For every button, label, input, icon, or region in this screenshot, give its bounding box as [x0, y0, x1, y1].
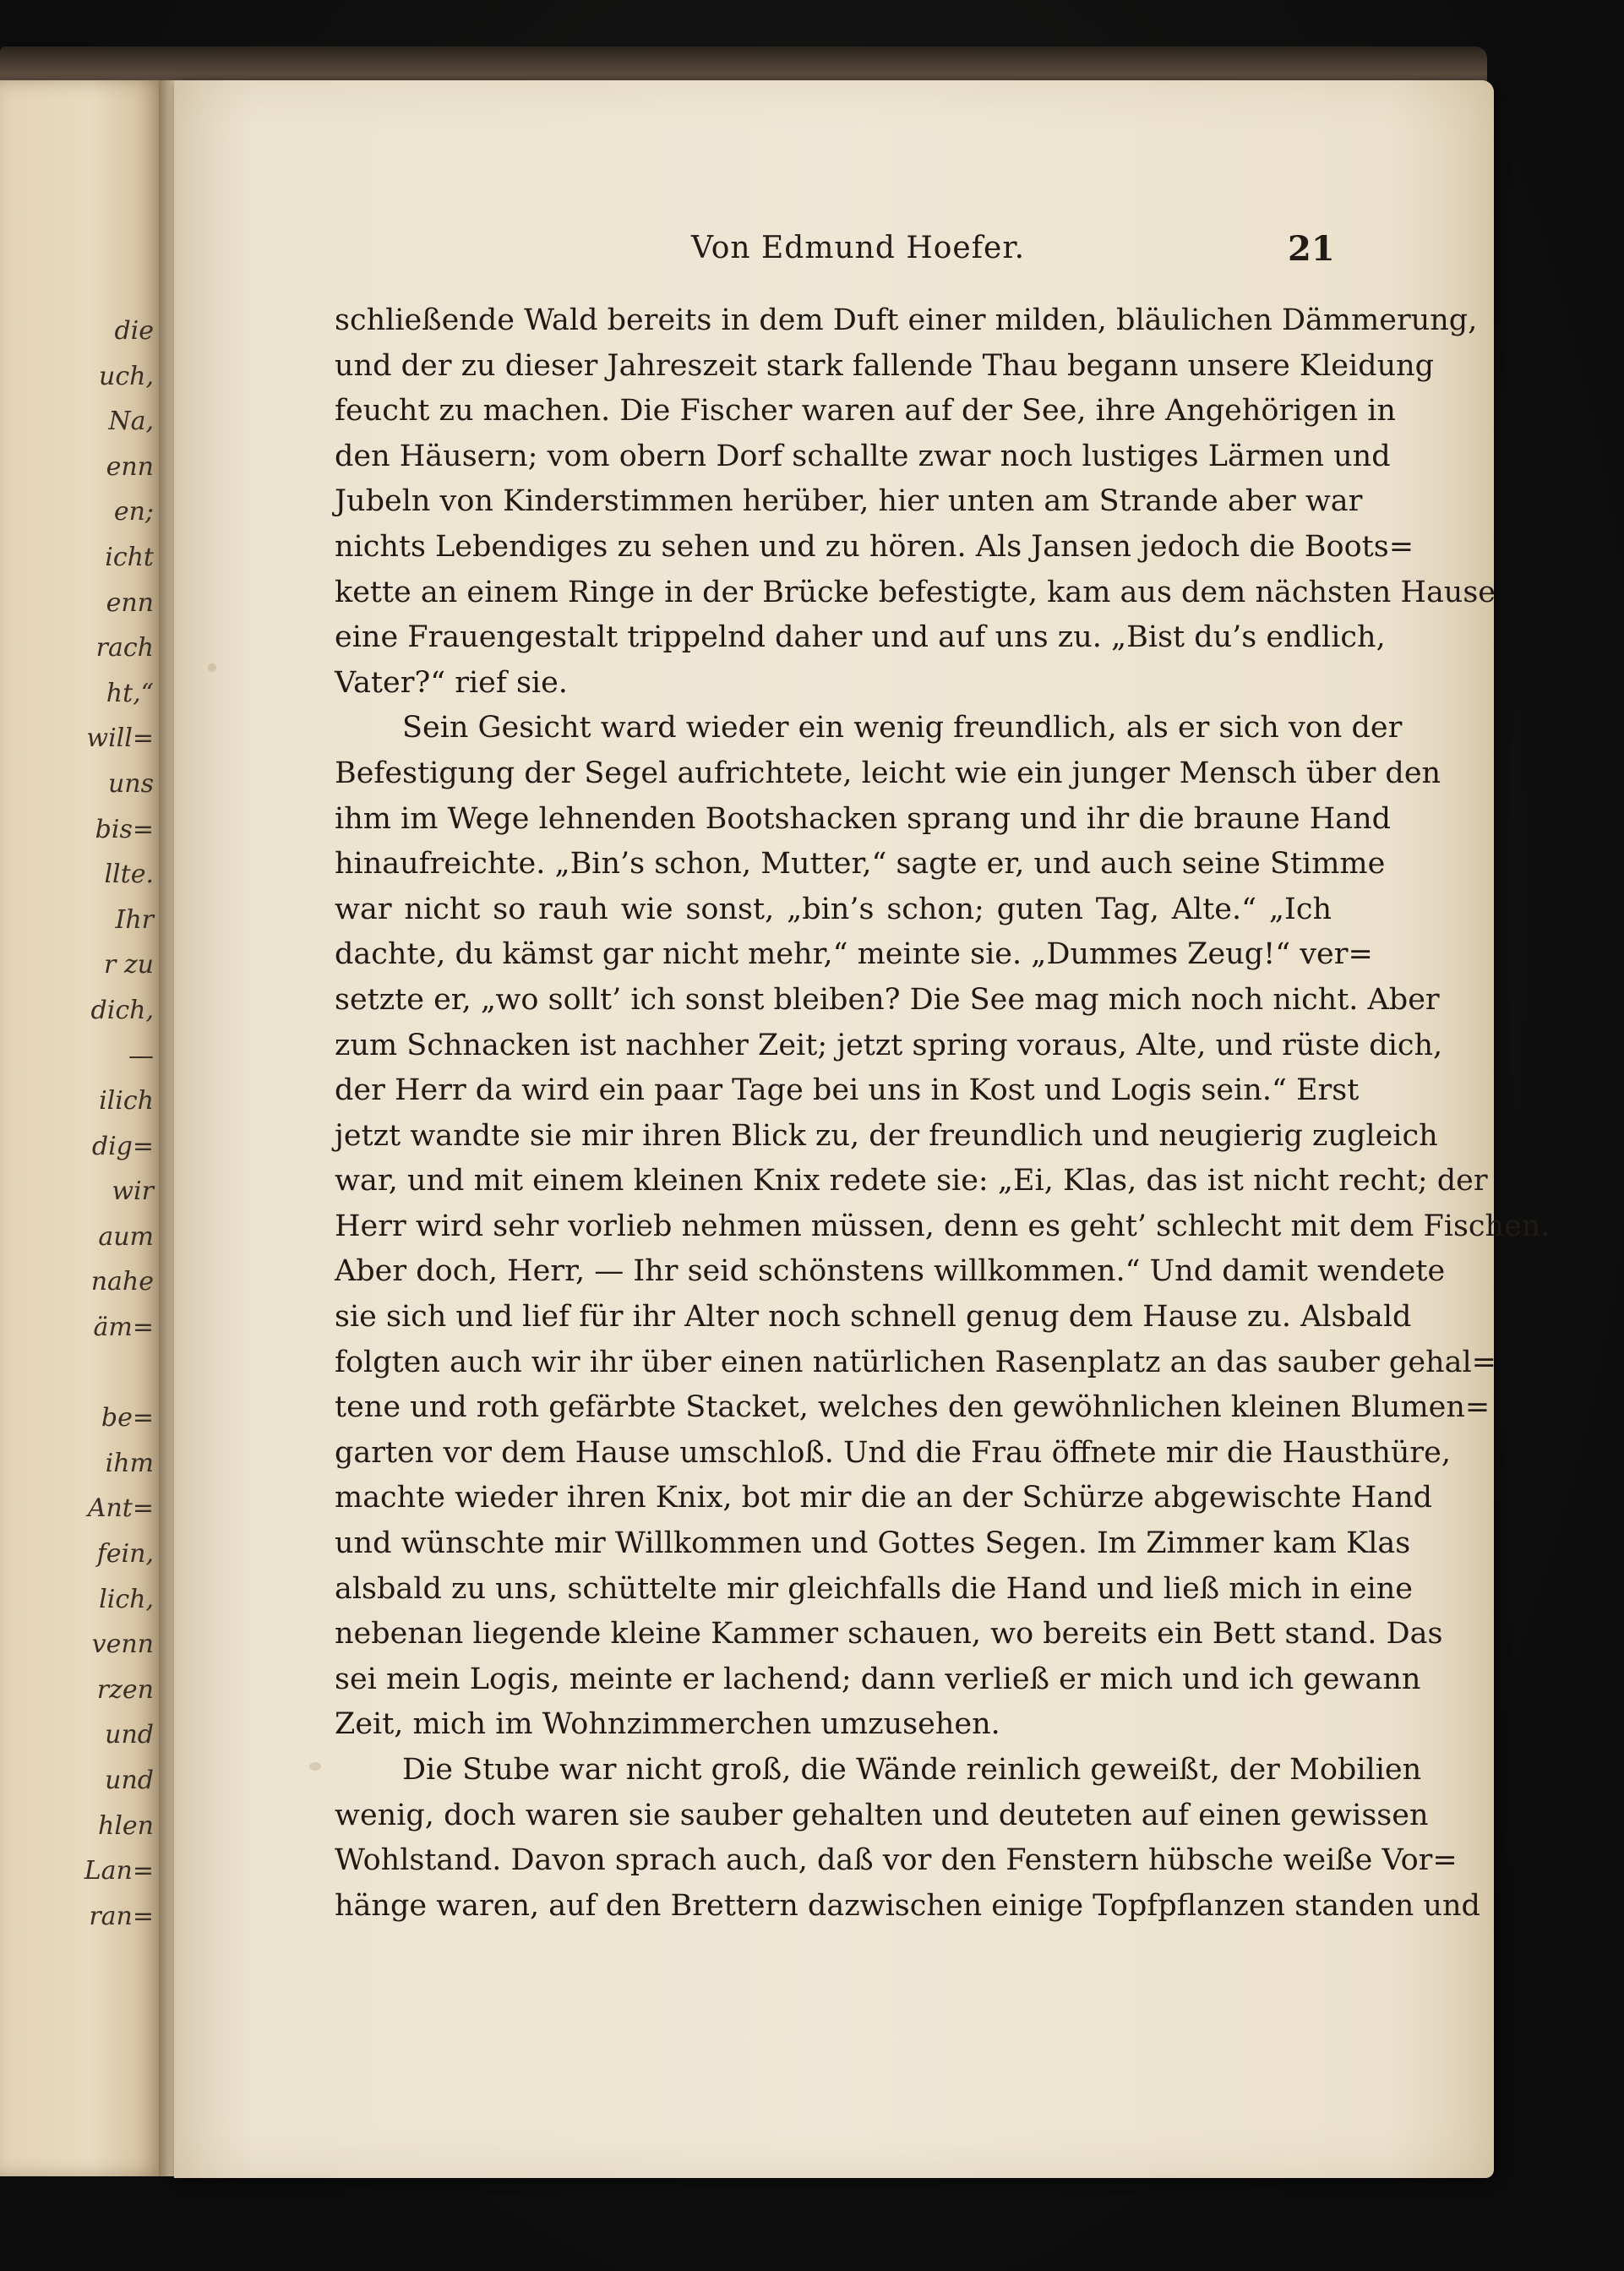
text-line: kette an einem Ringe in der Brücke befestigte, kam aus dem nächsten Hause — [335, 575, 1496, 609]
left-page-fragment: fein, — [96, 1539, 154, 1570]
left-page-fragment: die — [114, 316, 154, 346]
text-line: ihm im Wege lehnenden Bootshacken sprang und ihr die braune Hand — [335, 801, 1392, 836]
text-line: Wohlstand. Davon sprach auch, daß vor den Fenstern hübsche weiße Vor= — [335, 1843, 1458, 1878]
left-page-fragment: wir — [112, 1176, 154, 1207]
left-page-fragment: nahe — [90, 1267, 154, 1297]
text-line: Vater?“ rief sie. — [335, 665, 568, 700]
left-page-fragment: dig= — [91, 1131, 154, 1161]
text-line: Sein Gesicht ward wieder ein wenig freundlich, als er sich von der — [402, 711, 1403, 745]
left-page-fragment: enn — [106, 587, 154, 618]
left-page-fragment: aum — [98, 1221, 154, 1252]
text-line: eine Frauengestalt trippelnd daher und auf uns zu. „Bist du’s endlich, — [335, 620, 1386, 655]
left-page-fragment: ran= — [89, 1901, 154, 1931]
paragraph — [335, 706, 1550, 1748]
foxing-spot — [309, 1762, 321, 1771]
left-page-fragment: uns — [107, 768, 154, 799]
left-page-fragment: Lan= — [84, 1856, 154, 1886]
left-page-fragment: uch, — [99, 361, 154, 391]
left-page-fragment: enn — [106, 451, 154, 482]
left-page-fragment: r zu — [103, 950, 154, 980]
text-line: war, und mit einem kleinen Knix redete sie: „Ei, Klas, das ist nicht recht; der — [335, 1164, 1488, 1198]
left-page-fragment: dich, — [90, 995, 154, 1025]
foxing-spot — [208, 663, 216, 672]
left-page-fragment: hlen — [98, 1810, 154, 1841]
left-page-fragment: ilich — [99, 1086, 154, 1116]
text-line: Herr wird sehr vorlieb nehmen müssen, denn es geht’ schlecht mit dem Fischen. — [335, 1209, 1550, 1243]
paragraph — [335, 1748, 1480, 1929]
text-line: garten vor dem Hause umschloß. Und die Frau öffnete mir die Hausthüre, — [335, 1435, 1451, 1470]
left-page-fragment: äm= — [93, 1313, 154, 1343]
left-page-fragment: icht — [105, 542, 154, 572]
body-text — [335, 298, 1550, 1929]
left-page-fragment: Ihr — [115, 904, 154, 935]
text-line: alsbald zu uns, schüttelte mir gleichfalls die Hand und ließ mich in eine — [335, 1571, 1413, 1606]
text-line: und wünschte mir Willkommen und Gottes Segen. Im Zimmer kam Klas — [335, 1526, 1411, 1561]
text-line: war nicht so rauh wie sonst, „bin’s schon; guten Tag, Alte.“ „Ich — [335, 892, 1332, 926]
text-line: hinaufreichte. „Bin’s schon, Mutter,“ sagte er, und auch seine Stimme — [335, 847, 1386, 882]
text-line: nebenan liegende kleine Kammer schauen, wo bereits ein Bett stand. Das — [335, 1617, 1443, 1651]
left-page-fragment: — — [128, 1040, 154, 1071]
text-line: feucht zu machen. Die Fischer waren auf der See, ihre Angehörigen in — [335, 394, 1396, 429]
text-line: setzte er, „wo sollt’ ich sonst bleiben? Die See mag mich noch nicht. Aber — [335, 982, 1440, 1017]
left-page-fragment: und — [105, 1720, 154, 1750]
left-page-fragment: Ant= — [87, 1493, 154, 1524]
left-page-fragment: Na, — [108, 407, 154, 437]
running-title: Von Edmund Hoefer. — [691, 231, 1026, 265]
text-line: sie sich und lief für ihr Alter noch schnell genug dem Hause zu. Alsbald — [335, 1300, 1412, 1335]
text-line: jetzt wandte sie mir ihren Blick zu, der freundlich und neugierig zugleich — [335, 1118, 1438, 1153]
text-line: schließende Wald bereits in dem Duft einer milden, bläulichen Dämmerung, — [335, 303, 1478, 337]
left-page-fragment: venn — [91, 1630, 154, 1660]
text-line: dachte, du kämst gar nicht mehr,“ meinte sie. „Dummes Zeug!“ ver= — [335, 937, 1373, 972]
running-head — [174, 231, 1494, 281]
left-page-text-fragments — [84, 308, 154, 1939]
text-line: folgten auch wir ihr über einen natürlichen Rasenplatz an das sauber gehal= — [335, 1345, 1496, 1379]
left-page-fragment: llte. — [104, 860, 154, 890]
left-page-fragment — [84, 1351, 154, 1396]
left-page-fragment: will= — [86, 723, 154, 754]
text-line: Jubeln von Kinderstimmen herüber, hier unten am Strande aber war — [335, 484, 1363, 519]
left-page-fragment: rach — [95, 633, 154, 663]
left-page-fragment: ht,“ — [106, 678, 154, 708]
paragraph — [335, 298, 1496, 706]
text-line: der Herr da wird ein paar Tage bei uns in Kost und Logis sein.“ Erst — [335, 1073, 1360, 1108]
text-line: Zeit, mich im Wohnzimmerchen umzusehen. — [335, 1707, 1000, 1742]
text-line: nichts Lebendiges zu sehen und zu hören. Als Jansen jedoch die Boots= — [335, 529, 1414, 564]
text-line: wenig, doch waren sie sauber gehalten und deuteten auf einen gewissen — [335, 1798, 1429, 1832]
left-page — [0, 80, 166, 2176]
text-line: zum Schnacken ist nachher Zeit; jetzt spring voraus, Alte, und rüste dich, — [335, 1028, 1443, 1062]
text-line: Aber doch, Herr, — Ihr seid schönstens willkommen.“ Und damit wendete — [335, 1254, 1446, 1289]
text-line: und der zu dieser Jahreszeit stark fallende Thau begann unsere Kleidung — [335, 348, 1435, 383]
left-page-fragment: be= — [101, 1403, 154, 1433]
text-line: sei mein Logis, meinte er lachend; dann verließ er mich und ich gewann — [335, 1662, 1421, 1696]
text-line: tene und roth gefärbte Stacket, welches den gewöhnlichen kleinen Blumen= — [335, 1390, 1490, 1425]
left-page-fragment: rzen — [96, 1674, 154, 1705]
text-line: Befestigung der Segel aufrichtete, leicht wie ein junger Mensch über den — [335, 756, 1441, 790]
text-line: hänge waren, auf den Brettern dazwischen einige Topfpflanzen standen und — [335, 1888, 1480, 1923]
left-page-fragment: und — [105, 1766, 154, 1795]
left-page-fragment: bis= — [95, 814, 154, 844]
text-line: Die Stube war nicht groß, die Wände reinlich geweißt, der Mobilien — [402, 1753, 1422, 1787]
text-line: den Häusern; vom obern Dorf schallte zwar noch lustiges Lärmen und — [335, 439, 1391, 473]
left-page-fragment: lich, — [99, 1584, 154, 1614]
text-line: machte wieder ihren Knix, bot mir die an der Schürze abgewischte Hand — [335, 1481, 1433, 1515]
left-page-fragment: ihm — [105, 1448, 154, 1478]
right-page — [174, 80, 1550, 2178]
page-number: 21 — [1288, 229, 1335, 269]
left-page-fragment: en; — [113, 497, 154, 527]
